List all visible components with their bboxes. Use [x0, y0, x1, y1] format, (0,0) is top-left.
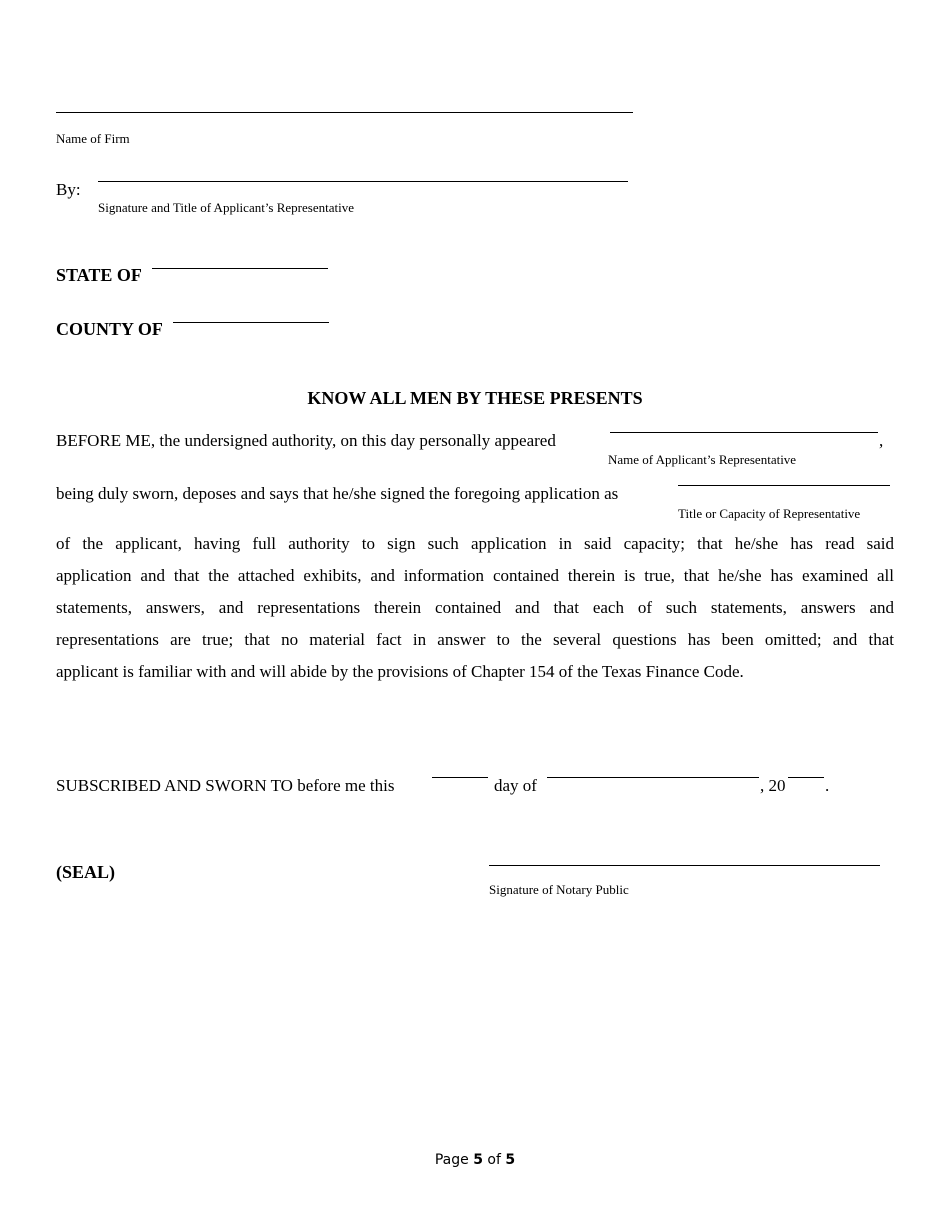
sworn-text: being duly sworn, deposes and says that he/she signed the foregoing application as [56, 484, 619, 503]
notary-signature-label: Signature of Notary Public [489, 882, 629, 897]
county-line[interactable] [173, 322, 329, 323]
county-label: COUNTY OF [56, 319, 163, 339]
by-prefix: By: [56, 180, 81, 199]
total-pages: 5 [505, 1152, 516, 1168]
page-word: Page [434, 1152, 469, 1168]
representative-title-line[interactable] [678, 485, 890, 486]
of-word: of [487, 1152, 501, 1168]
paragraph-line: applicant is familiar with and will abide by the provisions of Chapter 154 of the Texas Finance Code. [56, 662, 744, 681]
affidavit-paragraph [56, 528, 894, 688]
paragraph-line: of the applicant, having full authority to sign such application in said capacity; that he/she has read said [56, 534, 894, 553]
before-me-comma: , [879, 431, 884, 450]
subscribed-day-of: day of [494, 776, 537, 795]
firm-name-label: Name of Firm [56, 131, 130, 146]
before-me-text: BEFORE ME, the undersigned authority, on this day personally appeared [56, 431, 556, 450]
current-page: 5 [473, 1152, 483, 1168]
subscribed-text: SUBSCRIBED AND SWORN TO before me this [56, 776, 395, 795]
representative-signature-label: Signature and Title of Applicant’s Representative [98, 200, 354, 215]
state-label: STATE OF [56, 265, 142, 285]
subscribed-month-line[interactable] [547, 777, 759, 778]
subscribed-year-prefix: , 20 [760, 776, 786, 795]
applicant-name-label: Name of Applicant’s Representative [608, 452, 797, 467]
seal-label: (SEAL) [56, 862, 116, 882]
subscribed-year-line[interactable] [788, 777, 824, 778]
state-line[interactable] [152, 268, 328, 269]
representative-title-label: Title or Capacity of Representative [678, 506, 861, 521]
paragraph-line: statements, answers, and representations therein contained and that each of such statements, answers and [56, 598, 894, 617]
representative-signature-line[interactable] [98, 181, 628, 182]
notary-signature-line[interactable] [489, 865, 880, 866]
paragraph-line: representations are true; that no material fact in answer to the several questions has been omitted; and that [56, 630, 894, 649]
applicant-name-line[interactable] [610, 432, 878, 433]
subscribed-period: . [825, 776, 830, 795]
firm-name-line[interactable] [56, 112, 633, 113]
subscribed-day-line[interactable] [432, 777, 488, 778]
page-number [0, 1152, 950, 1168]
paragraph-line: application and that the attached exhibits, and information contained therein is true, that he/she has examined all [56, 566, 894, 585]
document-title: KNOW ALL MEN BY THESE PRESENTS [307, 388, 643, 408]
